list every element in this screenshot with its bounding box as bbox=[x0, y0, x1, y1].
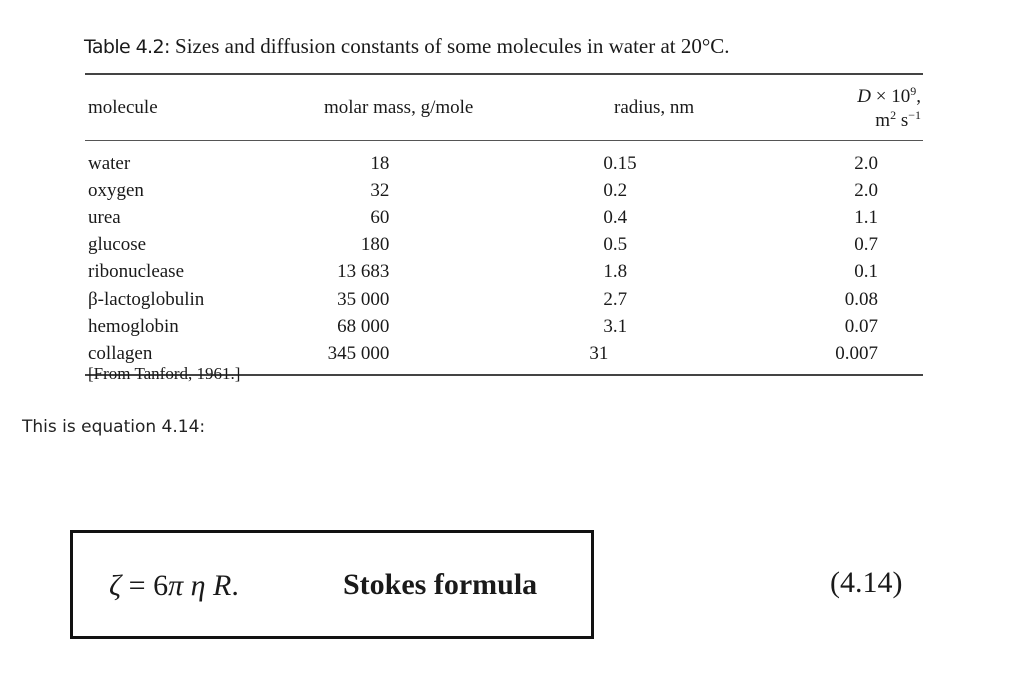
equals-six: = 6 bbox=[121, 569, 169, 602]
header-units-s: s bbox=[896, 110, 909, 131]
cell-molecule: β-lactoglobulin bbox=[88, 288, 205, 310]
cell-diffusion: 2.0 bbox=[854, 179, 878, 201]
header-molar-mass: molar mass, g/mole bbox=[324, 97, 474, 118]
cell-radius: 1.8 bbox=[603, 261, 628, 283]
table-row bbox=[85, 141, 923, 177]
header-units-m: , m bbox=[875, 86, 921, 131]
table-row bbox=[85, 204, 923, 231]
cell-diffusion: 0.007 bbox=[835, 342, 878, 364]
header-radius: radius, nm bbox=[614, 97, 695, 118]
intro-text: This is equation 4.14: bbox=[22, 417, 206, 437]
pi-symbol: π bbox=[168, 569, 184, 602]
equation-name: Stokes formula bbox=[343, 568, 538, 601]
header-D-symbol: D bbox=[857, 86, 872, 107]
table-row bbox=[85, 286, 923, 313]
cell-molecule: oxygen bbox=[88, 179, 144, 201]
table-row bbox=[85, 232, 923, 259]
cell-diffusion: 0.7 bbox=[854, 234, 878, 256]
equation-box bbox=[70, 530, 594, 639]
equation-number: (4.14) bbox=[830, 566, 903, 599]
cell-diffusion: 2.0 bbox=[854, 152, 878, 174]
cell-radius: 2.7 bbox=[603, 288, 628, 310]
cell-molecule: ribonuclease bbox=[88, 261, 185, 283]
cell-molar-mass: 180 bbox=[360, 234, 390, 256]
header-exp: 9 bbox=[910, 84, 917, 98]
table-row bbox=[85, 177, 923, 204]
zeta-symbol: ζ bbox=[109, 569, 122, 602]
cell-radius: 31 bbox=[589, 342, 609, 364]
equation-formula bbox=[109, 569, 239, 603]
header-units-s-exp: −1 bbox=[908, 108, 921, 122]
header-diffusion bbox=[833, 75, 923, 140]
table-row bbox=[85, 259, 923, 286]
header-units-m-exp: 2 bbox=[890, 108, 897, 122]
cell-radius: 3.1 bbox=[603, 315, 628, 337]
table-row bbox=[85, 313, 923, 340]
cell-molar-mass: 68 000 bbox=[337, 315, 390, 337]
table-caption-text: Sizes and diffusion constants of some molecules in water at 20°C. bbox=[175, 34, 730, 58]
cell-molar-mass: 32 bbox=[370, 179, 390, 201]
cell-molar-mass: 13 683 bbox=[337, 261, 390, 283]
radius-symbol: R bbox=[205, 569, 232, 602]
cell-diffusion: 1.1 bbox=[854, 206, 878, 228]
equation-period: . bbox=[231, 569, 239, 602]
cell-molar-mass: 345 000 bbox=[327, 342, 390, 364]
table-label: Table 4.2: bbox=[84, 36, 170, 58]
eta-symbol: η bbox=[183, 569, 206, 602]
cell-radius: 0.2 bbox=[603, 179, 628, 201]
cell-radius: 0.15 bbox=[603, 152, 637, 174]
cell-radius: 0.4 bbox=[603, 206, 628, 228]
cell-molecule: collagen bbox=[88, 342, 153, 364]
cell-molecule: glucose bbox=[88, 234, 147, 256]
cell-molar-mass: 60 bbox=[370, 206, 390, 228]
cell-molecule: urea bbox=[88, 206, 121, 228]
data-table bbox=[85, 73, 923, 376]
cell-molar-mass: 35 000 bbox=[337, 288, 390, 310]
cell-diffusion: 0.08 bbox=[844, 288, 878, 310]
cell-molecule: hemoglobin bbox=[88, 315, 179, 337]
cell-diffusion: 0.1 bbox=[854, 261, 878, 283]
header-times-ten: × 10 bbox=[871, 86, 911, 107]
cell-radius: 0.5 bbox=[603, 234, 628, 256]
table-header-row bbox=[85, 75, 923, 140]
cell-molar-mass: 18 bbox=[370, 152, 390, 174]
cell-molecule: water bbox=[88, 152, 131, 174]
cell-diffusion: 0.07 bbox=[844, 315, 878, 337]
table-caption bbox=[84, 34, 730, 59]
table-source: [From Tanford, 1961.] bbox=[88, 364, 241, 383]
header-molecule: molecule bbox=[88, 97, 158, 118]
